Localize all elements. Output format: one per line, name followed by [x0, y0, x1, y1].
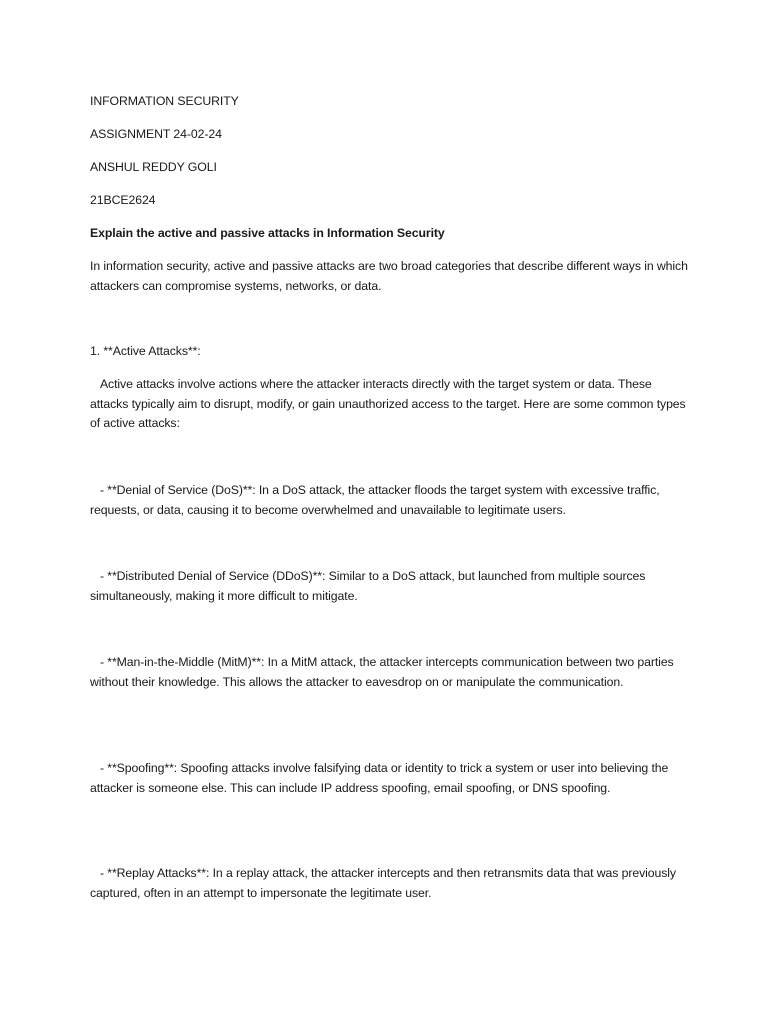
list-item: - **Distributed Denial of Service (DDoS)**: Similar to a DoS attack, but launched from multiple sources simultaneously, making it more difficult to mitigate. — [90, 569, 649, 603]
section-intro-paragraph: Active attacks involve actions where the attacker interacts directly with the target system or data. These attacks typically aim to disrupt, modify, or gain unauthorized access to the target. Here are some common types of active attacks: — [90, 377, 689, 431]
list-item: - **Replay Attacks**: In a replay attack, the attacker intercepts and then retransmits data that was previously captured, often in an attempt to impersonate the legitimate user. — [90, 866, 680, 900]
section-heading: 1. **Active Attacks**: — [90, 344, 201, 358]
student-name: ANSHUL REDDY GOLI — [90, 160, 217, 174]
assignment-title: ASSIGNMENT 24-02-24 — [90, 127, 222, 141]
list-item: - **Spoofing**: Spoofing attacks involve falsifying data or identity to trick a system or user into believing the attacker is someone else. This can include IP address spoofing, email spoofing, or DNS spoofing. — [90, 761, 672, 795]
list-item: - **Man-in-the-Middle (MitM)**: In a MitM attack, the attacker intercepts communication between two parties without their knowledge. This allows the attacker to eavesdrop on or manipulate the communication. — [90, 655, 677, 689]
list-item: - **Denial of Service (DoS)**: In a DoS attack, the attacker floods the target system with excessive traffic, requests, or data, causing it to become overwhelmed and unavailable to legitimate users. — [90, 483, 663, 517]
student-id: 21BCE2624 — [90, 193, 156, 207]
question-heading: Explain the active and passive attacks in Information Security — [90, 226, 445, 240]
intro-paragraph: In information security, active and passive attacks are two broad categories that describe different ways in which attackers can compromise systems, networks, or data. — [90, 259, 688, 293]
course-title: INFORMATION SECURITY — [90, 94, 239, 108]
